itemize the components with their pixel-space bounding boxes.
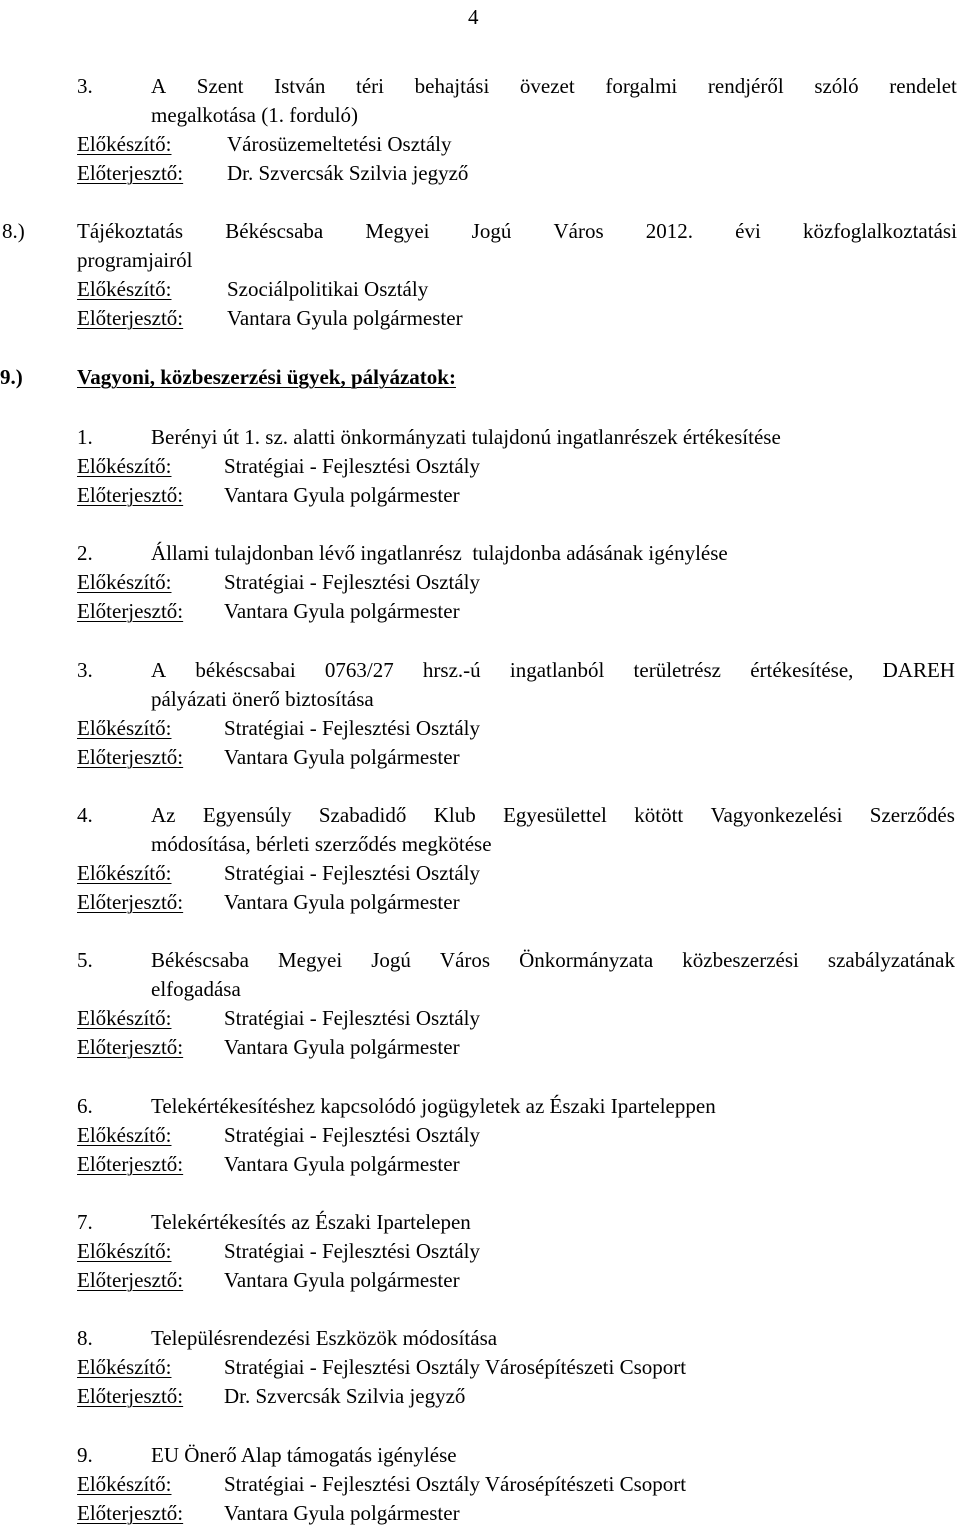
sub8-presenter-row: Előterjesztő: Dr. Szvercsák Szilvia jegyző	[77, 1382, 465, 1411]
sub4-title-line2: módosítása, bérleti szerződés megkötése	[151, 832, 492, 856]
prep-label: Előkészítő:	[77, 132, 172, 156]
sub3-title-words: A békéscsabai 0763/27 hrsz.-ú ingatlanból területrész értékesítése, DAREH	[151, 658, 955, 682]
presenter-label: Előterjesztő:	[77, 1384, 184, 1408]
item8-title-line2: programjairól	[77, 248, 193, 272]
prep-label: Előkészítő:	[77, 454, 172, 478]
item8-presenter: Vantara Gyula polgármester	[227, 306, 463, 330]
prep-label: Előkészítő:	[77, 1123, 172, 1147]
sub3-prep-row: Előkészítő: Stratégiai - Fejlesztési Osztály	[77, 714, 480, 743]
sub7-prep-row: Előkészítő: Stratégiai - Fejlesztési Osztály	[77, 1237, 480, 1266]
prep-label: Előkészítő:	[77, 1006, 172, 1030]
presenter-label: Előterjesztő:	[77, 745, 184, 769]
item3-presenter: Dr. Szvercsák Szilvia jegyző	[227, 161, 469, 185]
prep-label: Előkészítő:	[77, 1239, 172, 1263]
sub6-title-row: 6. Telekértékesítéshez kapcsolódó jogügyletek az Északi Iparteleppen	[77, 1094, 716, 1118]
sub1-prep-row: Előkészítő: Stratégiai - Fejlesztési Osztály	[77, 452, 480, 481]
sub3-title-line2: pályázati önerő biztosítása	[151, 687, 374, 711]
sub5-presenter-row: Előterjesztő: Vantara Gyula polgármester	[77, 1033, 460, 1062]
presenter-label: Előterjesztő:	[77, 161, 184, 185]
sub9-prep-row: Előkészítő: Stratégiai - Fejlesztési Osztály Városépítészeti Csoport	[77, 1470, 686, 1499]
item3-title-line1	[77, 72, 957, 101]
sub4-prep-row: Előkészítő: Stratégiai - Fejlesztési Osztály	[77, 859, 480, 888]
presenter-label: Előterjesztő:	[77, 1501, 184, 1525]
item8-number: 8.)	[2, 219, 25, 243]
presenter-label: Előterjesztő:	[77, 1152, 184, 1176]
section9-title: Vagyoni, közbeszerzési ügyek, pályázatok:	[77, 365, 456, 389]
sub8-prep-row: Előkészítő: Stratégiai - Fejlesztési Osztály Városépítészeti Csoport	[77, 1353, 686, 1382]
item3-presenter-row	[77, 159, 468, 188]
prep-label: Előkészítő:	[77, 861, 172, 885]
sub6-prep-row: Előkészítő: Stratégiai - Fejlesztési Osztály	[77, 1121, 480, 1150]
item8-title-words: Tájékoztatás Békéscsaba Megyei Jogú Város 2012. évi közfoglalkoztatási	[77, 219, 957, 243]
page-number: 4	[468, 5, 479, 29]
item3-title-line2: megalkotása (1. forduló)	[151, 103, 359, 127]
item3-title-words: A Szent István téri behajtási övezet forgalmi rendjéről szóló rendelet	[151, 74, 957, 98]
sub7-title-row: 7. Telekértékesítés az Északi Ipartelepen	[77, 1210, 471, 1234]
sub2-presenter-row: Előterjesztő: Vantara Gyula polgármester	[77, 597, 460, 626]
sub5-number: 5.	[77, 948, 93, 972]
sub1-title-row: 1. Berényi út 1. sz. alatti önkormányzati tulajdonú ingatlanrészek értékesítése	[77, 425, 781, 449]
presenter-label: Előterjesztő:	[77, 599, 184, 623]
sub2-title-row: 2. Állami tulajdonban lévő ingatlanrész tulajdonba adásának igénylése	[77, 541, 728, 565]
presenter-label: Előterjesztő:	[77, 890, 184, 914]
item3-prep: Városüzemeltetési Osztály	[227, 132, 452, 156]
sub4-title-words: Az Egyensúly Szabadidő Klub Egyesülettel kötött Vagyonkezelési Szerződés	[151, 803, 955, 827]
item3-prep-row	[77, 130, 452, 159]
sub4-presenter-row: Előterjesztő: Vantara Gyula polgármester	[77, 888, 460, 917]
sub5-prep-row: Előkészítő: Stratégiai - Fejlesztési Osztály	[77, 1004, 480, 1033]
item8-prep: Szociálpolitikai Osztály	[227, 277, 429, 301]
sub3-presenter-row: Előterjesztő: Vantara Gyula polgármester	[77, 743, 460, 772]
sub9-title-row: 9. EU Önerő Alap támogatás igénylése	[77, 1443, 457, 1467]
sub8-title-row: 8. Településrendezési Eszközök módosítása	[77, 1326, 498, 1350]
sub4-number: 4.	[77, 803, 93, 827]
sub3-number: 3.	[77, 658, 93, 682]
presenter-label: Előterjesztő:	[77, 306, 184, 330]
item8-presenter-row	[77, 304, 463, 333]
presenter-label: Előterjesztő:	[77, 483, 184, 507]
prep-label: Előkészítő:	[77, 1472, 172, 1496]
sub7-presenter-row: Előterjesztő: Vantara Gyula polgármester	[77, 1266, 460, 1295]
item3-number: 3.	[77, 74, 93, 98]
prep-label: Előkészítő:	[77, 1355, 172, 1379]
sub6-presenter-row: Előterjesztő: Vantara Gyula polgármester	[77, 1150, 460, 1179]
sub2-prep-row: Előkészítő: Stratégiai - Fejlesztési Osztály	[77, 568, 480, 597]
section9-number: 9.)	[0, 365, 23, 389]
item8-prep-row	[77, 275, 428, 304]
sub5-title-words: Békéscsaba Megyei Jogú Város Önkormányzata közbeszerzési szabályzatának	[151, 948, 955, 972]
presenter-label: Előterjesztő:	[77, 1035, 184, 1059]
sub9-presenter-row: Előterjesztő: Vantara Gyula polgármester	[77, 1499, 460, 1528]
presenter-label: Előterjesztő:	[77, 1268, 184, 1292]
prep-label: Előkészítő:	[77, 716, 172, 740]
sub5-title-line2: elfogadása	[151, 977, 241, 1001]
prep-label: Előkészítő:	[77, 277, 172, 301]
sub1-presenter-row: Előterjesztő: Vantara Gyula polgármester	[77, 481, 460, 510]
prep-label: Előkészítő:	[77, 570, 172, 594]
